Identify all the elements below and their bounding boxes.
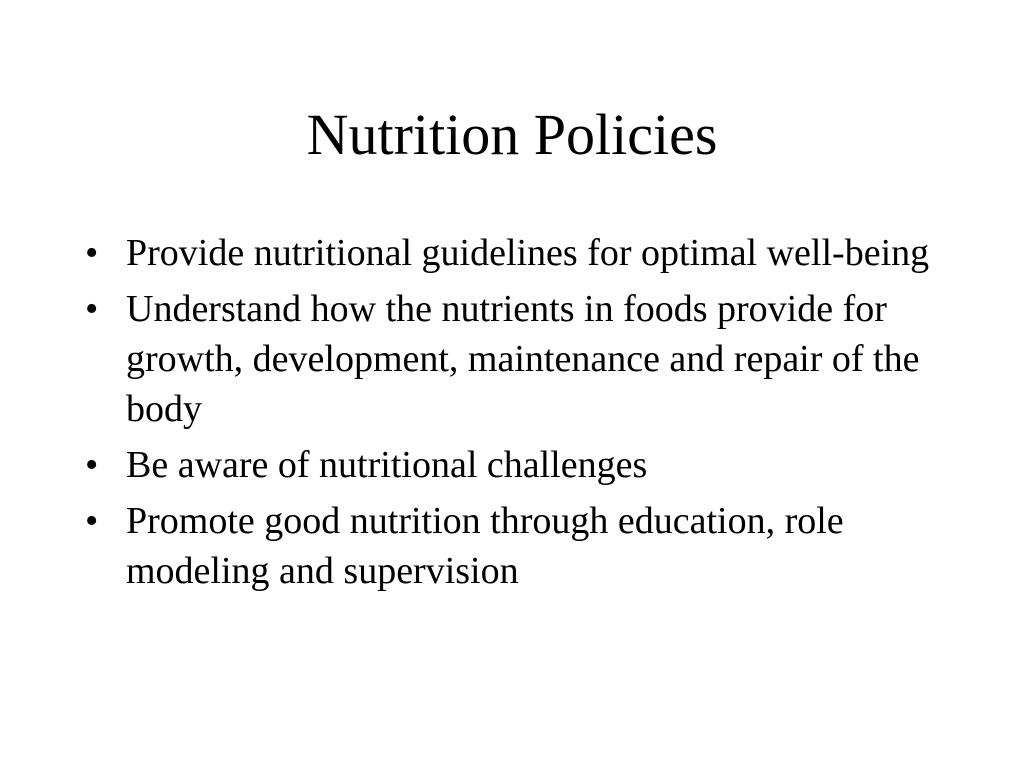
bullet-marker: • (85, 288, 99, 330)
bullet-item (85, 228, 945, 278)
bullet-text: Be aware of nutritional challenges (126, 444, 648, 486)
bullet-text: Promote good nutrition through education, role modeling and supervision (126, 500, 844, 592)
bullet-item (85, 440, 945, 490)
bullet-text: Understand how the nutrients in foods provide for growth, development, maintenance and repair of the body (126, 288, 920, 430)
bullet-text: Provide nutritional guidelines for optimal well-being (126, 232, 930, 274)
bullet-item (85, 496, 945, 596)
bullet-list (85, 228, 945, 602)
bullet-marker: • (85, 500, 99, 542)
slide-title: Nutrition Policies (306, 102, 718, 167)
bullet-marker: • (85, 444, 99, 486)
bullet-marker: • (85, 232, 99, 274)
bullet-item (85, 284, 945, 434)
